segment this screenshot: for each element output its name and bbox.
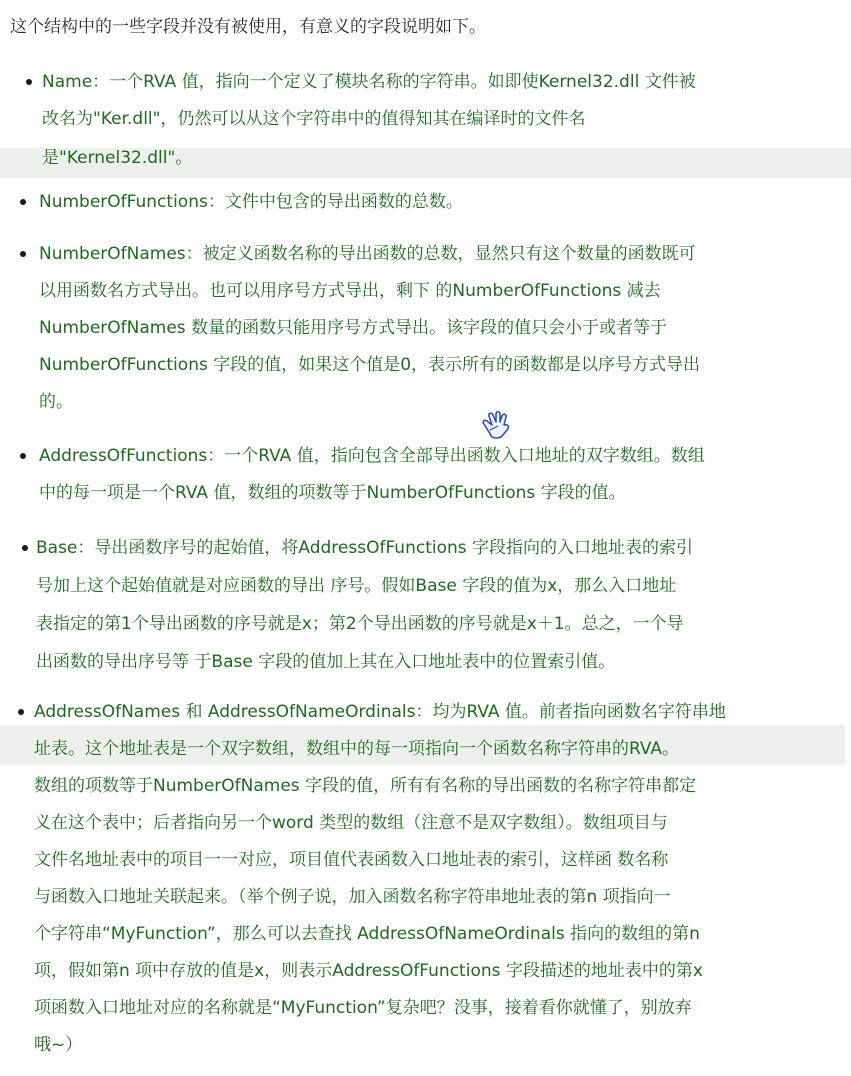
item-line: NumberOfFunctions 字段的值，如果这个值是0，表示所有的函数都是以序号方式导出 [39, 355, 701, 375]
item-line: 文件名地址表中的项目一一对应，项目值代表函数入口地址表的索引，这样函 数名称 [34, 850, 669, 870]
item-line: AddressOfFunctions：一个RVA 值，指向包含全部导出函数入口地址的双字数组。数组 [39, 446, 705, 466]
item-line: 义在这个表中；后者指向另一个word 类型的数组（注意不是双字数组）。数组项目与 [34, 813, 668, 833]
bullet-icon [22, 545, 28, 551]
bullet-icon [18, 709, 24, 715]
item-line: 与函数入口地址关联起来。（举个例子说，加入函数名称字符串地址表的第n 项指向一 [34, 887, 671, 907]
intro-paragraph: 这个结构中的一些字段并没有被使用，有意义的字段说明如下。 [10, 17, 486, 37]
item-line: 址表。这个地址表是一个双字数组，数组中的每一项指向一个函数名称字符串的RVA。 [34, 739, 680, 759]
item-line: 改名为"Ker.dll"，仍然可以从这个字符串中的值得知其在编译时的文件名 [42, 109, 586, 129]
item-line: Name：一个RVA 值，指向一个定义了模块名称的字符串。如即使Kernel32.dll 文件被 [42, 72, 696, 92]
item-line: 以用函数名方式导出。也可以用序号方式导出，剩下 的NumberOfFunctions 减去 [39, 281, 661, 301]
bullet-icon [20, 199, 26, 205]
item-line: 的。 [39, 392, 73, 412]
item-line: NumberOfNames：被定义函数名称的导出函数的总数，显然只有这个数量的函数既可 [39, 244, 696, 264]
hand-cursor-icon [480, 410, 512, 440]
bullet-icon [20, 251, 26, 257]
item-line: 哦~） [34, 1035, 83, 1055]
item-line: AddressOfNames 和 AddressOfNameOrdinals：均为RVA 值。前者指向函数名字符串地 [34, 702, 726, 722]
item-line: 个字符串“MyFunction”，那么可以去查找 AddressOfNameOrdinals 指向的数组的第n [34, 924, 700, 944]
item-line: 表指定的第1个导出函数的序号就是x；第2个导出函数的序号就是x＋1。总之，一个导 [36, 614, 684, 634]
bullet-icon [20, 453, 26, 459]
item-line: Base：导出函数序号的起始值，将AddressOfFunctions 字段指向的入口地址表的索引 [36, 538, 694, 558]
item-line: 项，假如第n 项中存放的值是x，则表示AddressOfFunctions 字段描述的地址表中的第x [34, 961, 703, 981]
item-line: 号加上这个起始值就是对应函数的导出 序号。假如Base 字段的值为x，那么入口地址 [36, 576, 677, 596]
item-line: NumberOfFunctions：文件中包含的导出函数的总数。 [39, 192, 463, 212]
item-line: 项函数入口地址对应的名称就是“MyFunction”复杂吧？没事，接着看你就懂了，别放弃 [34, 998, 692, 1018]
item-line: 中的每一项是一个RVA 值，数组的项数等于NumberOfFunctions 字段的值。 [39, 483, 626, 503]
item-line: NumberOfNames 数量的函数只能用序号方式导出。该字段的值只会小于或者等于 [39, 318, 668, 338]
item-line: 是"Kernel32.dll"。 [42, 148, 193, 168]
item-line: 出函数的导出序号等 于Base 字段的值加上其在入口地址表中的位置索引值。 [36, 652, 616, 672]
bullet-icon [26, 79, 32, 85]
item-line: 数组的项数等于NumberOfNames 字段的值，所有有名称的导出函数的名称字符串都定 [34, 776, 697, 796]
